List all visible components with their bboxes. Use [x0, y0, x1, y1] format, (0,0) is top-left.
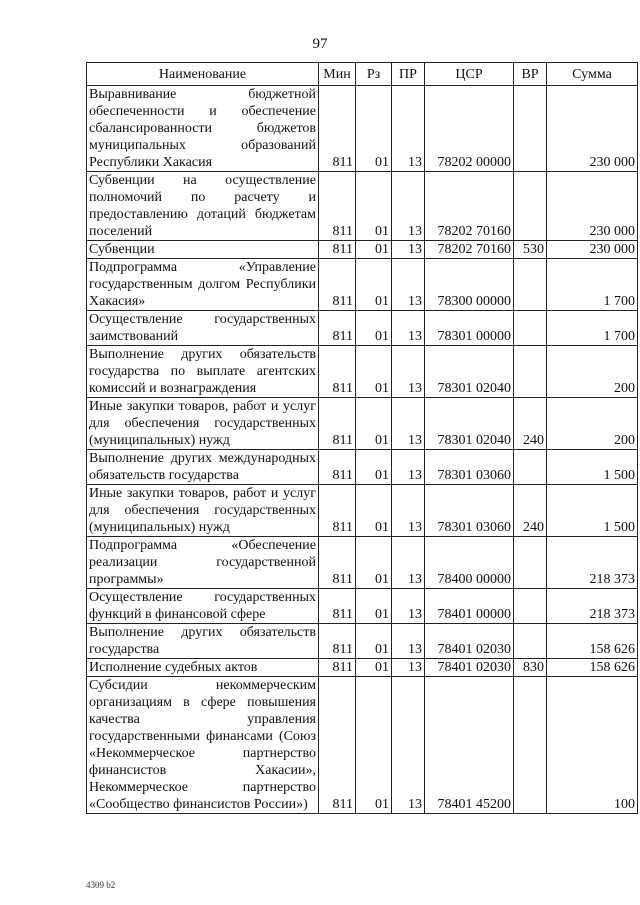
row-rz: 01 [356, 659, 392, 677]
table-row [87, 86, 638, 172]
row-csr: 78301 02040 [425, 398, 514, 450]
row-pr: 13 [392, 241, 425, 259]
header-name: Наименование [87, 63, 319, 86]
row-rz: 01 [356, 624, 392, 659]
row-csr: 78401 02030 [425, 659, 514, 677]
row-vr [514, 346, 547, 398]
row-min: 811 [319, 659, 356, 677]
row-vr [514, 677, 547, 814]
row-csr: 78301 03060 [425, 450, 514, 485]
table-row [87, 659, 638, 677]
row-name: Исполнение судебных актов [87, 659, 319, 677]
table-row [87, 398, 638, 450]
row-csr: 78400 00000 [425, 537, 514, 589]
header-min: Мин [319, 63, 356, 86]
row-rz: 01 [356, 311, 392, 346]
row-rz: 01 [356, 241, 392, 259]
row-vr: 240 [514, 485, 547, 537]
row-pr: 13 [392, 450, 425, 485]
row-name: Выполнение других международных обязательств государства [87, 450, 319, 485]
table-row [87, 485, 638, 537]
row-sum: 230 000 [547, 86, 638, 172]
row-pr: 13 [392, 537, 425, 589]
row-rz: 01 [356, 450, 392, 485]
row-vr: 240 [514, 398, 547, 450]
row-sum: 1 700 [547, 259, 638, 311]
row-pr: 13 [392, 659, 425, 677]
row-name: Выравнивание бюджетной обеспеченности и обеспечение сбалансированности бюджетов муниципальных образований Республики Хакасия [87, 86, 319, 172]
row-sum: 100 [547, 677, 638, 814]
row-pr: 13 [392, 346, 425, 398]
row-vr: 830 [514, 659, 547, 677]
row-sum: 158 626 [547, 624, 638, 659]
row-min: 811 [319, 537, 356, 589]
row-csr: 78202 00000 [425, 86, 514, 172]
row-sum: 218 373 [547, 589, 638, 624]
table-row [87, 537, 638, 589]
row-sum: 230 000 [547, 241, 638, 259]
header-rz: Рз [356, 63, 392, 86]
row-min: 811 [319, 624, 356, 659]
row-rz: 01 [356, 589, 392, 624]
row-csr: 78300 00000 [425, 259, 514, 311]
row-vr: 530 [514, 241, 547, 259]
row-csr: 78202 70160 [425, 241, 514, 259]
row-name: Выполнение других обязательств государства [87, 624, 319, 659]
row-name: Подпрограмма «Управление государственным долгом Республики Хакасия» [87, 259, 319, 311]
row-csr: 78301 03060 [425, 485, 514, 537]
table-row [87, 589, 638, 624]
table-row [87, 450, 638, 485]
row-name: Иные закупки товаров, работ и услуг для обеспечения государственных (муниципальных) нужд [87, 485, 319, 537]
row-rz: 01 [356, 398, 392, 450]
budget-table [86, 62, 638, 814]
header-vr: ВР [514, 63, 547, 86]
row-vr [514, 259, 547, 311]
row-pr: 13 [392, 172, 425, 241]
header-pr: ПР [392, 63, 425, 86]
table-row [87, 311, 638, 346]
row-vr [514, 86, 547, 172]
row-rz: 01 [356, 172, 392, 241]
row-name: Выполнение других обязательств государства по выплате агентских комиссий и вознаграждения [87, 346, 319, 398]
row-pr: 13 [392, 624, 425, 659]
row-rz: 01 [356, 259, 392, 311]
row-csr: 78401 00000 [425, 589, 514, 624]
row-pr: 13 [392, 311, 425, 346]
row-vr [514, 450, 547, 485]
row-csr: 78301 02040 [425, 346, 514, 398]
row-name: Субсидии некоммерческим организациям в сфере повышения качества управления государственными финансами (Союз «Некоммерческое партнерство финансистов Хакасии», Некоммерческое партнерство «Сообщество финансистов России») [87, 677, 319, 814]
row-name: Иные закупки товаров, работ и услуг для обеспечения государственных (муниципальных) нужд [87, 398, 319, 450]
row-min: 811 [319, 346, 356, 398]
row-name: Осуществление государственных функций в финансовой сфере [87, 589, 319, 624]
row-sum: 200 [547, 398, 638, 450]
row-csr: 78301 00000 [425, 311, 514, 346]
row-sum: 230 000 [547, 172, 638, 241]
row-sum: 1 700 [547, 311, 638, 346]
row-sum: 200 [547, 346, 638, 398]
header-sum: Сумма [547, 63, 638, 86]
row-sum: 1 500 [547, 485, 638, 537]
page-number: 97 [312, 36, 328, 52]
row-rz: 01 [356, 677, 392, 814]
row-name: Субвенции [87, 241, 319, 259]
row-min: 811 [319, 485, 356, 537]
table-row [87, 172, 638, 241]
row-sum: 158 626 [547, 659, 638, 677]
row-name: Подпрограмма «Обеспечение реализации государственной программы» [87, 537, 319, 589]
row-name: Осуществление государственных заимствований [87, 311, 319, 346]
row-csr: 78202 70160 [425, 172, 514, 241]
row-min: 811 [319, 86, 356, 172]
table-row [87, 346, 638, 398]
row-rz: 01 [356, 346, 392, 398]
row-min: 811 [319, 311, 356, 346]
row-pr: 13 [392, 86, 425, 172]
row-rz: 01 [356, 485, 392, 537]
row-min: 811 [319, 398, 356, 450]
row-pr: 13 [392, 259, 425, 311]
row-pr: 13 [392, 589, 425, 624]
row-vr [514, 537, 547, 589]
table-header-row [87, 63, 638, 86]
row-vr [514, 172, 547, 241]
row-pr: 13 [392, 485, 425, 537]
row-vr [514, 624, 547, 659]
row-vr [514, 311, 547, 346]
footer-code: 4309 b2 [86, 880, 116, 890]
row-csr: 78401 45200 [425, 677, 514, 814]
table-row [87, 677, 638, 814]
table-row [87, 624, 638, 659]
header-csr: ЦСР [425, 63, 514, 86]
row-vr [514, 589, 547, 624]
row-sum: 1 500 [547, 450, 638, 485]
row-min: 811 [319, 241, 356, 259]
row-min: 811 [319, 450, 356, 485]
row-pr: 13 [392, 677, 425, 814]
row-rz: 01 [356, 537, 392, 589]
row-min: 811 [319, 589, 356, 624]
table-row [87, 241, 638, 259]
row-min: 811 [319, 172, 356, 241]
row-rz: 01 [356, 86, 392, 172]
row-pr: 13 [392, 398, 425, 450]
table-row [87, 259, 638, 311]
row-min: 811 [319, 677, 356, 814]
row-min: 811 [319, 259, 356, 311]
row-csr: 78401 02030 [425, 624, 514, 659]
row-name: Субвенции на осуществление полномочий по расчету и предоставлению дотаций бюджетам поселений [87, 172, 319, 241]
row-sum: 218 373 [547, 537, 638, 589]
